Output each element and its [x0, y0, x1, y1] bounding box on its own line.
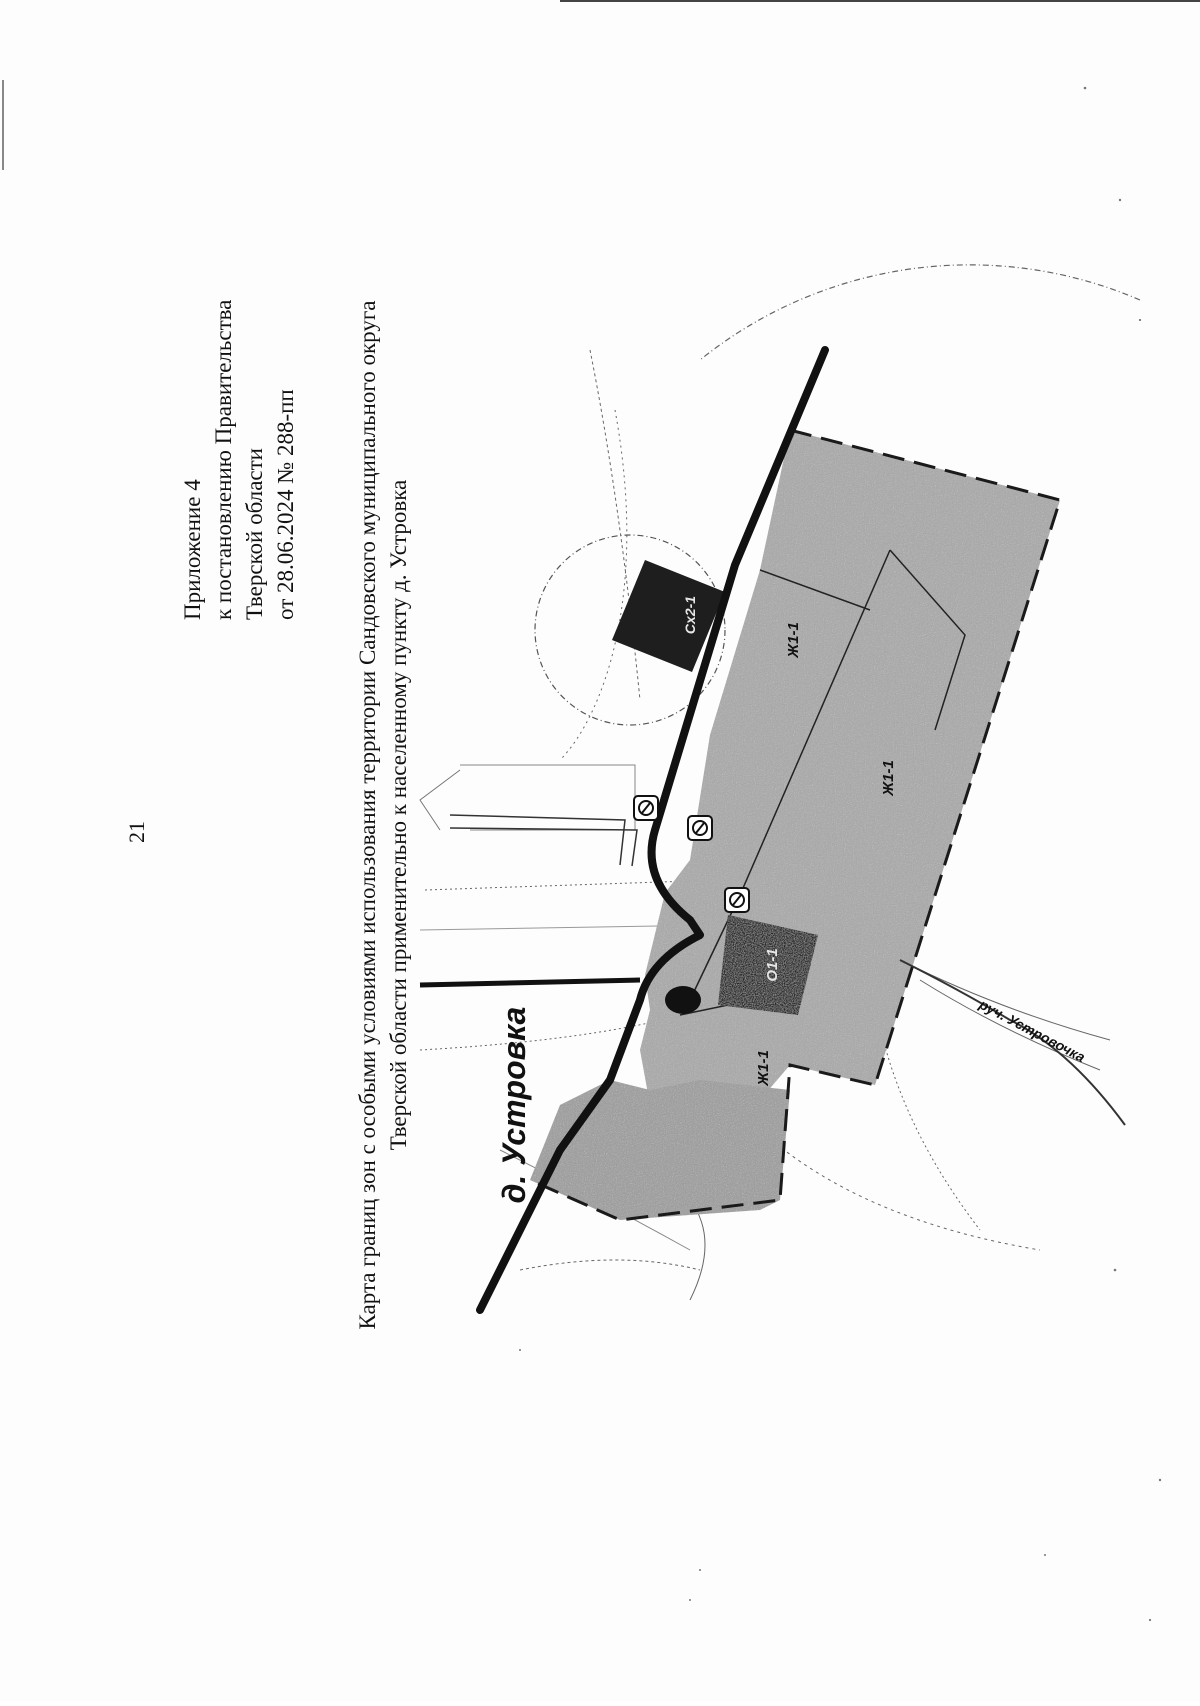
appendix-block	[180, 300, 298, 620]
stream-label: руч. Устровочка	[976, 996, 1088, 1066]
map-title	[355, 301, 411, 1330]
power-symbol-1	[634, 796, 658, 820]
appendix-line-1: Приложение 4	[180, 479, 205, 620]
power-symbol-2	[688, 816, 712, 840]
zone-label-zh1-1-top: Ж1-1	[785, 622, 802, 658]
map-area	[420, 265, 1140, 1310]
power-symbol-3	[725, 888, 749, 912]
title-line-2: Тверской области применительно к населенному пункту д. Устровка	[386, 479, 411, 1151]
side-road	[420, 980, 640, 985]
zone-label-zh1-1-west: Ж1-1	[755, 1050, 772, 1086]
appendix-line-4: от 28.06.2024 № 288-пп	[273, 389, 298, 620]
double-track	[450, 815, 625, 865]
zone-label-zh1-1-middle: Ж1-1	[880, 760, 897, 796]
stream	[900, 960, 1125, 1125]
pond	[665, 986, 701, 1014]
zone-label-o1-1: О1-1	[764, 948, 781, 982]
appendix-line-3: Тверской области	[242, 448, 267, 620]
protection-zone-arc	[700, 265, 1140, 360]
title-line-1: Карта границ зон с особыми условиями использования территории Сандовского муниципального округа	[355, 300, 380, 1330]
settlement-zone-west	[530, 1080, 790, 1220]
page-number: 21	[124, 821, 149, 843]
appendix-line-2: к постановлению Правительства	[211, 299, 236, 620]
double-track-2	[450, 828, 637, 866]
zone-label-sx2-1: Сх2-1	[682, 595, 698, 635]
village-label: д. Устровка	[496, 1006, 532, 1204]
